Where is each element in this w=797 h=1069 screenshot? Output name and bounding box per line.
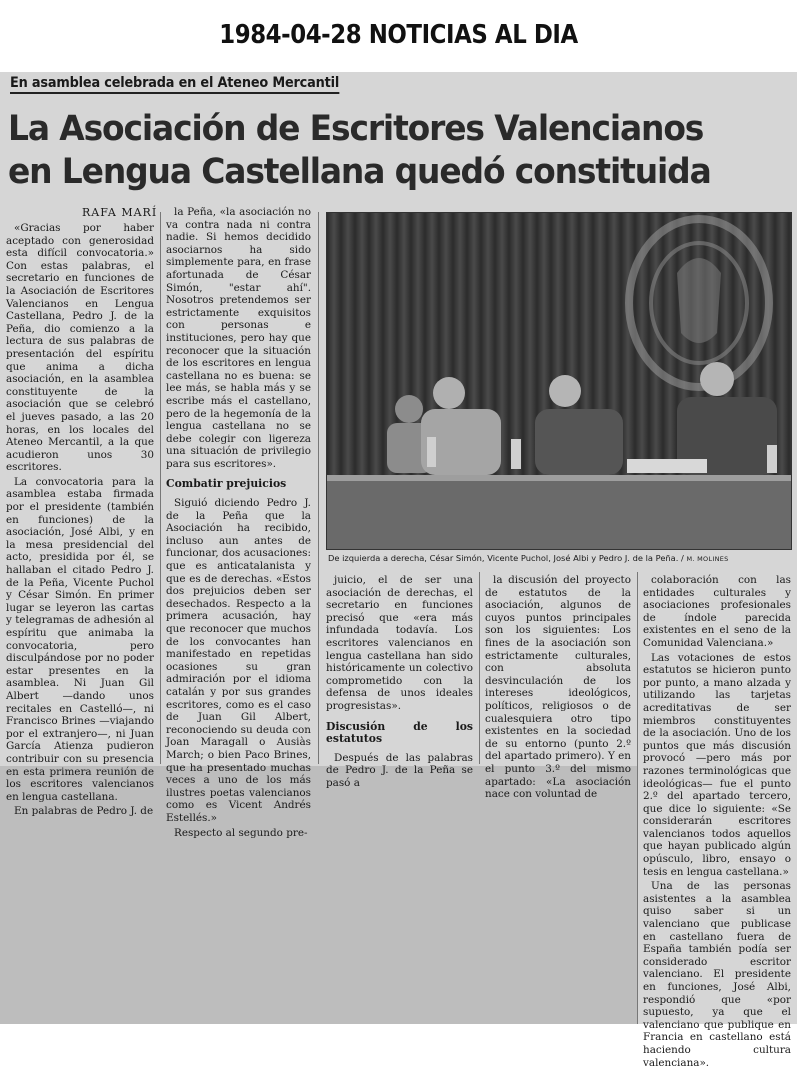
caption-text: De izquierda a derecha, César Simón, Vicente Puchol, José Albi y Pedro J. de la Peña. /: [328, 553, 684, 563]
column-divider: [318, 212, 319, 764]
article-column-3: [326, 574, 473, 790]
meeting-photo-illustration: [327, 213, 791, 549]
article-column-1: [6, 222, 154, 818]
ateneo-emblem-icon: [629, 219, 769, 387]
paragraph: Las votaciones de estos estatutos se hicieron punto por punto, a mano alzada y utilizando las tarjetas acreditativas de ser miembros constituyentes de la asociación. Uno de los puntos que más discusión provocó —pero más por razones terminológicas que ideológicas— fue el punto 2.º del apartado tercero, que dice lo siguiente: «Se considerarán escritores valencianos todos aquellos que hayan publicado algún opúsculo, libro, ensayo o tesis en lengua castellana.»: [643, 651, 791, 878]
paragraph: La convocatoria para la asamblea estaba firmada por el presidente (también en funciones) de la asociación, José Albi, y en la mesa presidencial del acto, presidida por él, se hallaban el citado Pedro J. de la Peña, Vicente Puchol y César Simón. En primer lugar se leyeron las cartas y telegramas de adhesión al espíritu que animaba la convocatoria, pero disculpándose por no poder estar presentes en la asamblea. Ni Juan Gil Albert —dando unos recitales en Castelló—, ni Francisco Brines —viajando por el extranjero—, ni Juan García Atienza pudieron contribuir con su presencia en esta primera reunión de los escritores valencianos en lengua castellana.: [6, 475, 154, 803]
column-divider: [637, 572, 638, 1024]
article-kicker: En asamblea celebrada en el Ateneo Mercantil: [10, 75, 339, 94]
photo-caption: [328, 553, 790, 563]
article-column-4: [485, 574, 631, 801]
news-photo: [326, 212, 792, 550]
paragraph: Después de las palabras de Pedro J. de la Peña se pasó a: [326, 751, 473, 789]
article-column-2: [166, 206, 311, 839]
paragraph: «Gracias por haber aceptado con generosidad esta difícil convocatoria.» Con estas palabras, el secretario en funciones de la Asociación de Escritores Valencianos en Lengua Castellana, Pedro J. de la Peña, dio comienzo a la lectura de sus palabras de presentación del espíritu que anima a dicha asociación, en la asamblea constituyente de la asociación que se celebró el jueves pasado, a las 20 horas, en los locales del Ateneo Mercantil, a la que acudieron unos 30 escritores.: [6, 222, 154, 474]
article-headline: La Asociación de Escritores Valencianos en Lengua Castellana quedó constituida: [8, 109, 711, 192]
page-header: [0, 0, 797, 72]
column-divider: [479, 572, 480, 764]
article-byline: RAFA MARÍ: [82, 206, 158, 219]
photo-credit: M. MOLINES: [686, 555, 729, 563]
subheading: Discusión de los estatutos: [326, 719, 473, 746]
paragraph: Una de las personas asistentes a la asamblea quiso saber si un valenciano que publicase en castellano fuera de España también podía ser considerado escritor valenciano. El presidente en funciones, José Albi, respondió que «por supuesto, ya que el valenciano que publique en Francia en castellano está haciendo cultura valenciana».: [643, 880, 791, 1069]
paragraph: la discusión del proyecto de estatutos de la asociación, algunos de cuyos puntos principales son los siguientes: Los fines de la asociación son estrictamente culturales, con absoluta desvinculación de los intereses ideológicos, políticos, religiosos o de cualesquiera otro tipo existentes en la sociedad de su entorno (punto 2.º del apartado primero). Y en el punto 3.º del mismo apartado: «La asociación nace con voluntad de: [485, 574, 631, 801]
paragraph: colaboración con las entidades culturales y asociaciones profesionales de índole parecida existentes en el seno de la Comunidad Valenciana.»: [643, 574, 791, 649]
subheading: Combatir prejuicios: [166, 477, 287, 491]
article-column-5: [643, 574, 791, 1069]
paragraph: la Peña, «la asociación no va contra nada ni contra nadie. Si hemos decidido asociarnos ha sido simplemente para, en frase afortunada de César Simón, "estar ahí". Nosotros pretendemos ser estrictamente exquisitos con personas e instituciones, pero hay que reconocer que la situación de los escritores en lengua castellana no es buena: se lee más, se habla más y se escribe más el castellano, pero de la hegemonía de la lengua castellana no se debe colegir con ligereza una situación de privilegio para sus escritores».: [166, 206, 311, 470]
newspaper-clipping: [0, 72, 797, 1069]
page-title: 1984-04-28 NOTICIAS AL DIA: [219, 20, 578, 50]
paragraph: En palabras de Pedro J. de: [14, 805, 154, 818]
column-divider: [160, 212, 161, 764]
paragraph: Siguió diciendo Pedro J. de la Peña que la Asociación ha recibido, incluso aun antes de funcionar, dos acusaciones: que es anticatalanista y que es de derechas. «Estos dos prejuicios deben ser desechados. Respecto a la primera acusación, hay que reconocer que muchos de los convocantes han manifestado en repetidas ocasiones su gran admiración por el idioma catalán y por sus grandes escritores, como es el caso de Juan Gil Albert, reconociendo su deuda con Joan Maragall o Ausiàs March; o bien Paco Brines, que ha presentado muchas veces a uno de los más ilustres poetas valencianos como es Vicent Andrés Estellés.»: [166, 497, 311, 824]
paragraph: juicio, el de ser una asociación de derechas, el secretario en funciones precisó que «era más infundada todavía. Los escritores valencianos en lengua castellana han sido históricamente un colectivo comprometido con la defensa de unos ideales progresistas».: [326, 574, 473, 712]
paragraph: Respecto al segundo pre-: [174, 826, 308, 839]
